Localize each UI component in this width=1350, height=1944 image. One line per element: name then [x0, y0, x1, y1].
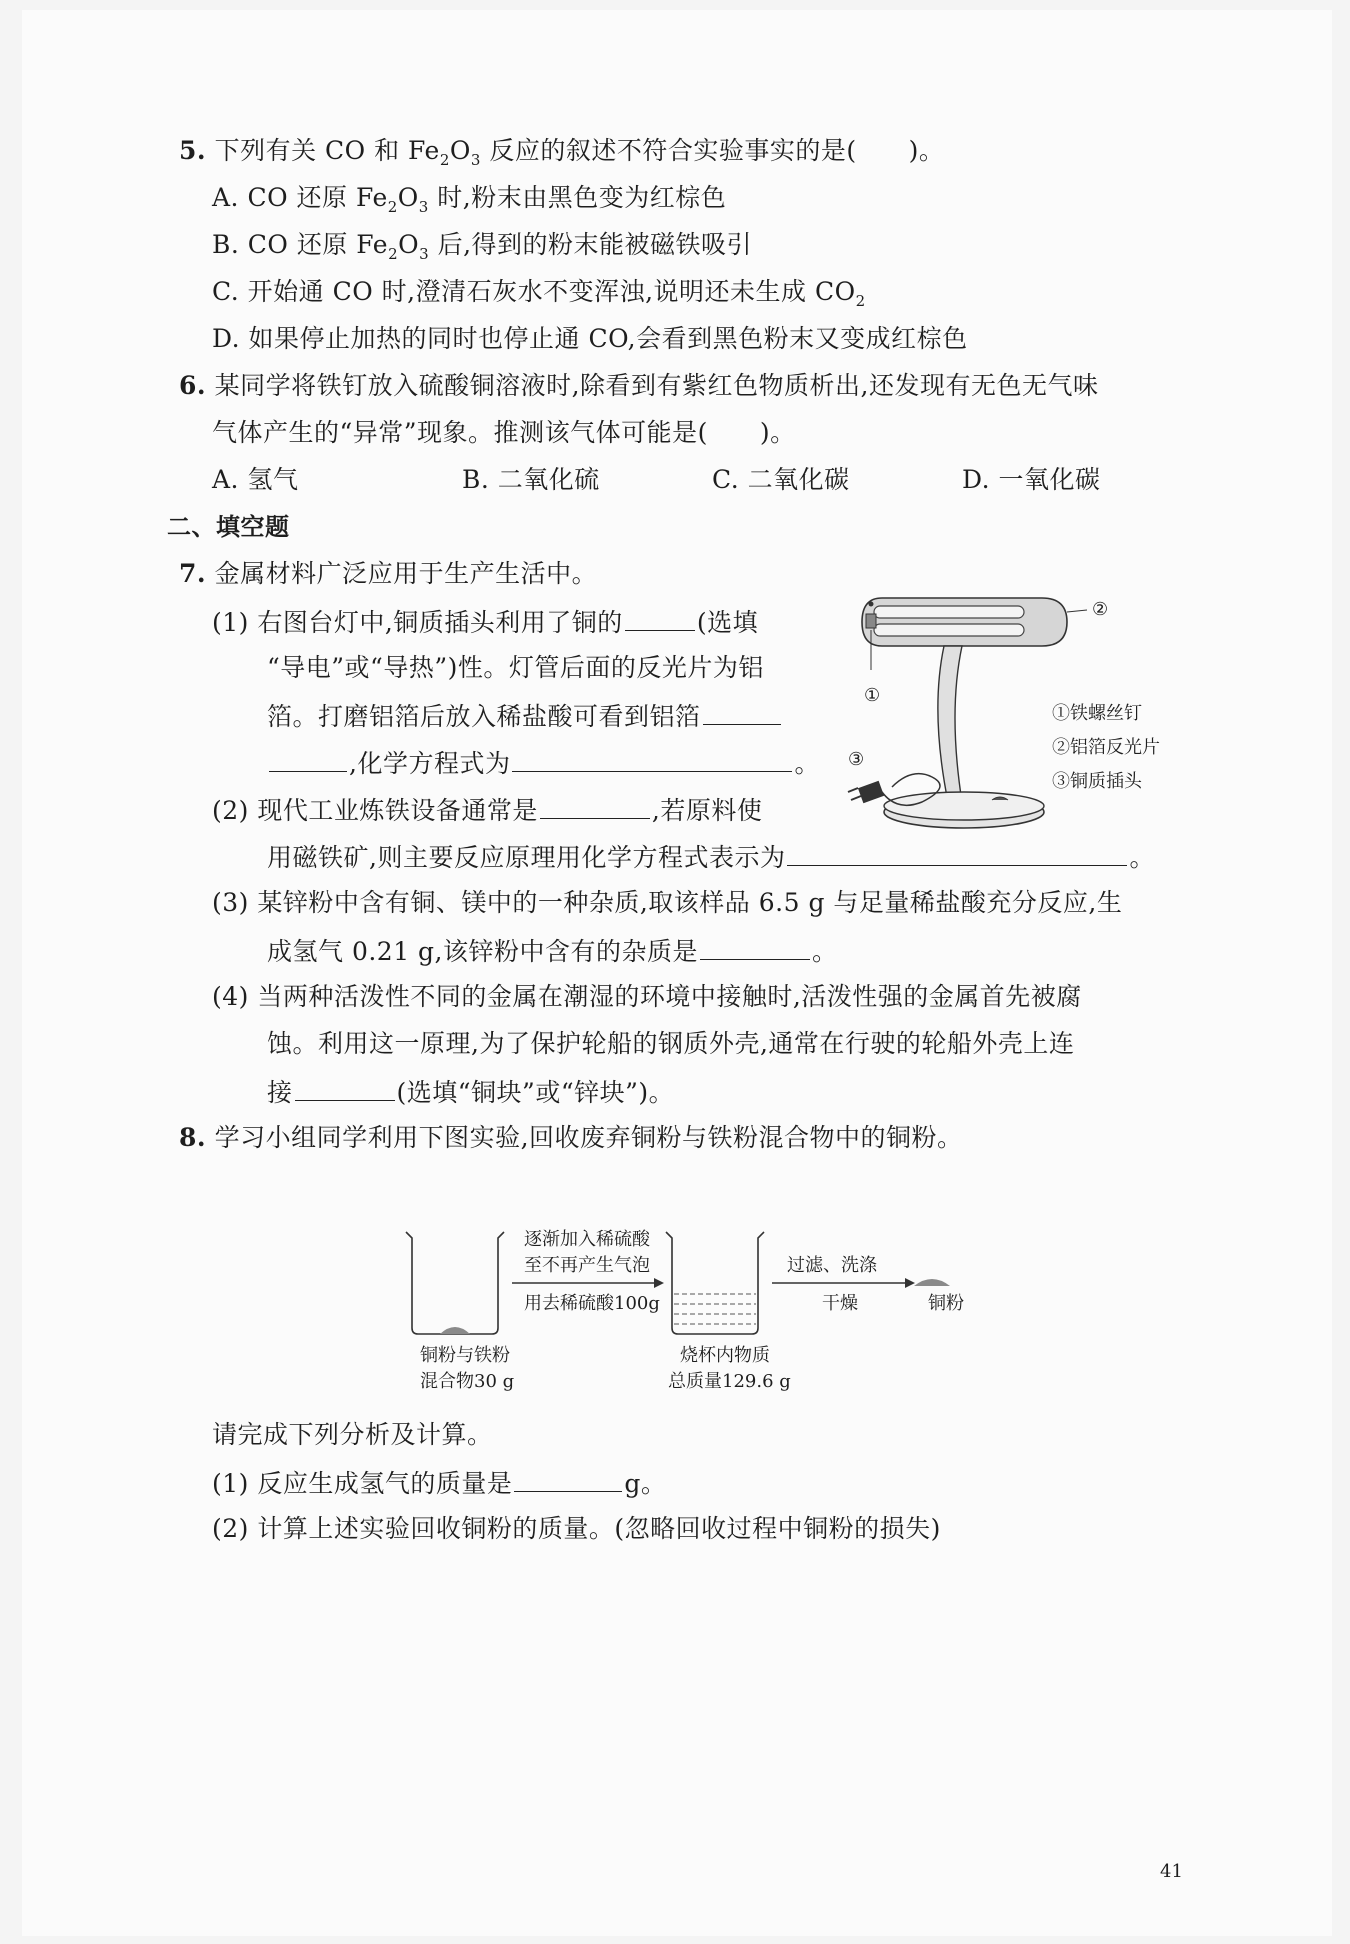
q8-prompt: 请完成下列分析及计算。 [212, 1420, 493, 1449]
q7-part1-blank-2a[interactable] [703, 698, 781, 725]
arrow1-label-bottom: 用去稀硫酸100g [524, 1293, 660, 1314]
q6-option-c: C. 二氧化碳 [712, 465, 850, 494]
q7-part2-text-2b: 。 [1129, 843, 1155, 872]
worksheet-page [22, 10, 1332, 1936]
q5-stem-end: )。 [908, 136, 945, 165]
q8-stem [179, 1121, 963, 1155]
q7-part1-text-4a: ,化学方程式为 [349, 749, 511, 778]
q8-number: 8. [179, 1123, 207, 1152]
q5-option-a-sub1: 2 [387, 198, 398, 216]
q5-option-b [212, 228, 752, 271]
q5-option-a-text-c: 时,粉末由黑色变为红棕色 [428, 183, 727, 212]
q7-part1-line2: “导电”或“导热”)性。灯管后面的反光片为铝 [267, 653, 764, 682]
q7-part1-text-1a: (1) 右图台灯中,铜质插头利用了铜的 [212, 608, 623, 637]
q7-part4-blank[interactable] [295, 1074, 395, 1101]
q7-part4-text-3a: 接 [267, 1078, 293, 1107]
q7-part2-blank-1[interactable] [540, 792, 650, 819]
q5-option-a-sub2: 3 [418, 198, 429, 216]
q5-option-a-text: A. CO 还原 Fe [212, 183, 388, 212]
q7-number: 7. [179, 559, 207, 588]
q6-stem-end: )。 [759, 418, 796, 447]
q5-stem-sub1: 2 [439, 151, 450, 169]
q6-stem-text-2: 气体产生的“异常”现象。推测该气体可能是( [212, 418, 708, 447]
q7-part3-line2 [267, 933, 838, 969]
lamp-legend-3: ③铜质插头 [1052, 771, 1142, 792]
q7-part4-line2: 蚀。利用这一原理,为了保护轮船的钢质外壳,通常在行驶的轮船外壳上连 [267, 1029, 1075, 1058]
beaker2-label-2: 总质量129.6 g [668, 1371, 791, 1392]
q7-part3-line1: (3) 某锌粉中含有铜、镁中的一种杂质,取该样品 6.5 g 与足量稀盐酸充分反应,生 [212, 888, 1123, 917]
q8-part2: (2) 计算上述实验回收铜粉的质量。(忽略回收过程中铜粉的损失) [212, 1514, 941, 1543]
q7-part2-line1 [212, 792, 762, 828]
q6-stem-line1 [179, 369, 1098, 403]
q8-stem-text: 学习小组同学利用下图实验,回收废弃铜粉与铁粉混合物中的铜粉。 [214, 1123, 963, 1152]
q7-part1-text-4b: 。 [794, 749, 820, 778]
q7-part1-blank-1[interactable] [625, 604, 695, 631]
q8-answer-area[interactable] [212, 1560, 1202, 1840]
q5-stem-text-c: 反应的叙述不符合实验事实的是( [480, 136, 857, 165]
q5-option-b-sub1: 2 [388, 245, 399, 263]
q6-option-d: D. 一氧化碳 [962, 465, 1101, 494]
arrow2-label-bottom: 干燥 [822, 1293, 858, 1314]
arrow1-label-top-1: 逐渐加入稀硫酸 [524, 1229, 650, 1250]
q5-option-d [212, 322, 968, 356]
q7-part4-text-3b: (选填“铜块”或“锌块”)。 [396, 1078, 675, 1107]
q8-part1-blank[interactable] [514, 1465, 622, 1492]
q5-number: 5. [179, 136, 207, 165]
q5-option-b-sub2: 3 [419, 245, 430, 263]
arrow2-label-top: 过滤、洗涤 [787, 1255, 877, 1276]
q5-stem-sub2: 3 [470, 151, 481, 169]
q7-part4-line1: (4) 当两种活泼性不同的金属在潮湿的环境中接触时,活泼性强的金属首先被腐 [212, 982, 1082, 1011]
q5-option-c [212, 275, 866, 318]
q7-part3-text-2a: 成氢气 0.21 g,该锌粉中含有的杂质是 [267, 937, 699, 966]
beaker1-label-2: 混合物30 g [420, 1371, 515, 1392]
q5-option-a-text-b: O [397, 183, 419, 212]
lamp-marker-1: ① [864, 685, 881, 706]
q7-part4-line3 [267, 1074, 674, 1110]
q7-part1-equation-blank[interactable] [512, 745, 792, 772]
q7-part2-line2 [267, 839, 1155, 875]
q6-option-b: B. 二氧化硫 [462, 465, 600, 494]
lamp-marker-3: ③ [848, 749, 865, 770]
lamp-legend-1: ①铁螺丝钉 [1052, 703, 1142, 724]
q7-stem [179, 557, 597, 591]
q7-part1-line1 [212, 604, 758, 640]
q7-part2-equation-blank[interactable] [787, 839, 1127, 866]
q5-option-c-sub: 2 [855, 292, 866, 310]
section-title-fill-in: 二、填空题 [167, 513, 290, 541]
q5-option-d-text: D. 如果停止加热的同时也停止通 CO,会看到黑色粉末又变成红棕色 [212, 324, 968, 353]
beaker1-label-1: 铜粉与铁粉 [420, 1345, 510, 1366]
q5-option-b-text: B. CO 还原 Fe [212, 230, 389, 259]
q7-part1-line3 [267, 698, 783, 734]
q5-option-a [212, 181, 726, 224]
q7-part1-text-1b: (选填 [696, 608, 759, 637]
lamp-legend-2: ②铝箔反光片 [1052, 737, 1160, 758]
q5-stem [179, 134, 944, 177]
q7-part2-text-1b: ,若原料使 [651, 796, 763, 825]
q8-part1 [212, 1465, 666, 1501]
q7-part1-line4 [267, 745, 820, 781]
q7-part2-text-1a: (2) 现代工业炼铁设备通常是 [212, 796, 538, 825]
q7-part2-text-2a: 用磁铁矿,则主要反应原理用化学方程式表示为 [267, 843, 786, 872]
copper-powder-pile-icon [912, 1272, 952, 1292]
page-number: 41 [1160, 1861, 1183, 1882]
q5-option-b-text-c: 后,得到的粉末能被磁铁吸引 [429, 230, 753, 259]
q7-part3-blank[interactable] [700, 933, 810, 960]
q6-number: 6. [179, 371, 207, 400]
q7-stem-text: 金属材料广泛应用于生产生活中。 [214, 559, 598, 588]
lamp-marker-2: ② [1092, 599, 1109, 620]
q6-stem-line2 [212, 416, 796, 450]
q6-stem-text-1: 某同学将铁钉放入硫酸铜溶液时,除看到有紫红色物质析出,还发现有无色无气味 [214, 371, 1099, 400]
q7-part3-text-2b: 。 [812, 937, 838, 966]
q8-part1-text-b: g。 [624, 1469, 667, 1498]
arrow1-label-top-2: 至不再产生气泡 [524, 1255, 650, 1276]
q5-option-b-text-b: O [398, 230, 420, 259]
q5-option-c-text: C. 开始通 CO 时,澄清石灰水不变浑浊,说明还未生成 CO [212, 277, 856, 306]
q7-part1-text-3: 箔。打磨铝箔后放入稀盐酸可看到铝箔 [267, 702, 701, 731]
q5-stem-text-b: O [449, 136, 471, 165]
q6-option-a: A. 氢气 [212, 465, 299, 494]
product-label: 铜粉 [928, 1293, 964, 1314]
q8-part1-text-a: (1) 反应生成氢气的质量是 [212, 1469, 513, 1498]
beaker2-label-1: 烧杯内物质 [680, 1345, 770, 1366]
q7-part1-blank-2b[interactable] [269, 745, 347, 772]
q5-stem-text-a: 下列有关 CO 和 Fe [214, 136, 440, 165]
